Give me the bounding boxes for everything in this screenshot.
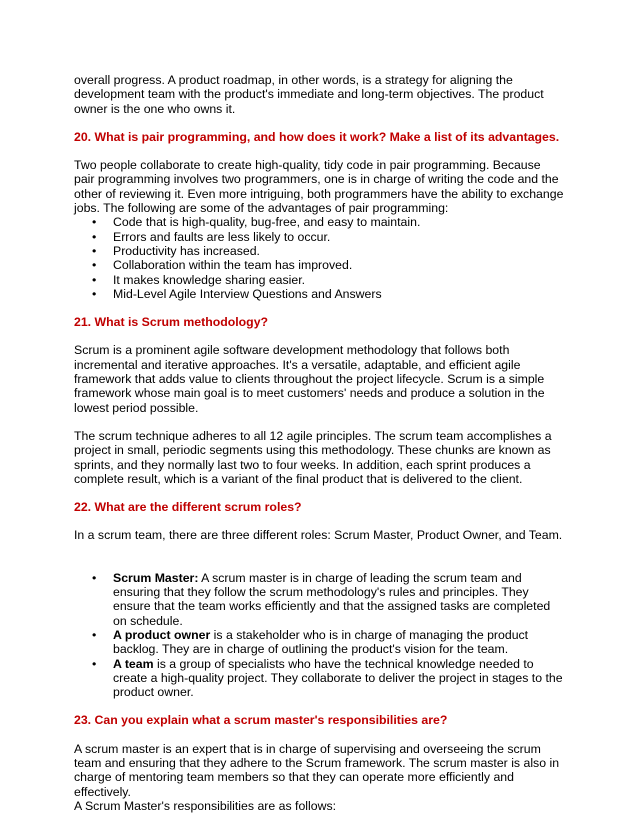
role-description: A scrum master is in charge of leading the scrum team and ensuring that they follow the scrum methodology's rules and principles. They ensure that the team works efficiently and that the assigned tasks are completed on schedule. [113,570,551,628]
bullet-icon: • [92,258,97,273]
list-item: • Collaboration within the team has improved. [92,258,353,273]
q22-heading: 22. What are the different scrum roles? [74,500,302,515]
bullet-icon: • [92,215,97,230]
role-name: A team [113,656,154,671]
q20-heading: 20. What is pair programming, and how does it work? Make a list of its advantages. [74,129,560,144]
bullet-icon: • [92,570,97,585]
q20-paragraph: Two people collaborate to create high-quality, tidy code in pair programming. Because pair programming involves two programmers, one is in charge of writing the code and the other of reviewing it. Even more intriguing, both programmers have the ability to exchange jobs. The following are some of the advantages of pair programming: [74,158,564,216]
list-item [92,627,564,657]
intro-paragraph: overall progress. A product roadmap, in other words, is a strategy for aligning the development team with the product's immediate and long-term objectives. The product owner is the one who owns it. [74,73,544,116]
bullet-icon: • [92,627,97,642]
scrum-roles-list [74,571,564,700]
list-item: • Mid-Level Agile Interview Questions and Answers [92,286,382,301]
bullet-icon: • [92,656,97,671]
list-item: • Errors and faults are less likely to occur. [92,229,331,244]
list-item [92,656,564,700]
bullet-icon: • [92,243,97,258]
list-item: • Productivity has increased. [92,243,260,258]
role-name: Scrum Master: [113,570,199,585]
bullet-icon: • [92,229,97,244]
q23-heading: 23. Can you explain what a scrum master's responsibilities are? [74,713,448,728]
list-item: • It makes knowledge sharing easier. [92,272,306,287]
q21-heading: 21. What is Scrum methodology? [74,315,269,330]
q23-paragraph-2: A Scrum Master's responsibilities are as follows: [74,798,337,813]
q20-advantages-list [74,215,564,301]
q23-paragraph-1: A scrum master is an expert that is in charge of supervising and overseeing the scrum team and ensuring that they adhere to the Scrum framework. The scrum master is also in charge of mentoring team members so that they can operate more efficiently and effectively. [74,741,560,799]
list-item [92,570,564,628]
role-description: is a stakeholder who is in charge of managing the product backlog. They are in charge of outlining the product's vision for the team. [113,627,529,657]
role-name: A product owner [113,627,211,642]
q21-paragraph-1: Scrum is a prominent agile software development methodology that follows both incremental and iterative approaches. It's a versatile, adaptable, and efficient agile framework that adds value to clients throughout the project lifecycle. Scrum is a simple framework whose main goal is to meet customers' needs and produce a solution in the lowest period possible. [74,343,545,415]
q21-paragraph-2: The scrum technique adheres to all 12 agile principles. The scrum team accomplishes a project in small, periodic segments using this methodology. These chunks are known as sprints, and they normally last two to four weeks. In addition, each sprint produces a complete result, which is a variant of the final product that is delivered to the client. [74,428,552,486]
q22-paragraph: In a scrum team, there are three different roles: Scrum Master, Product Owner, and Team. [74,528,563,543]
bullet-icon: • [92,286,97,301]
bullet-icon: • [92,272,97,287]
role-description: is a group of specialists who have the technical knowledge needed to create a high-quality project. They collaborate to deliver the project in stages to the product owner. [113,656,563,700]
list-item: • Code that is high-quality, bug-free, and easy to maintain. [92,215,421,230]
